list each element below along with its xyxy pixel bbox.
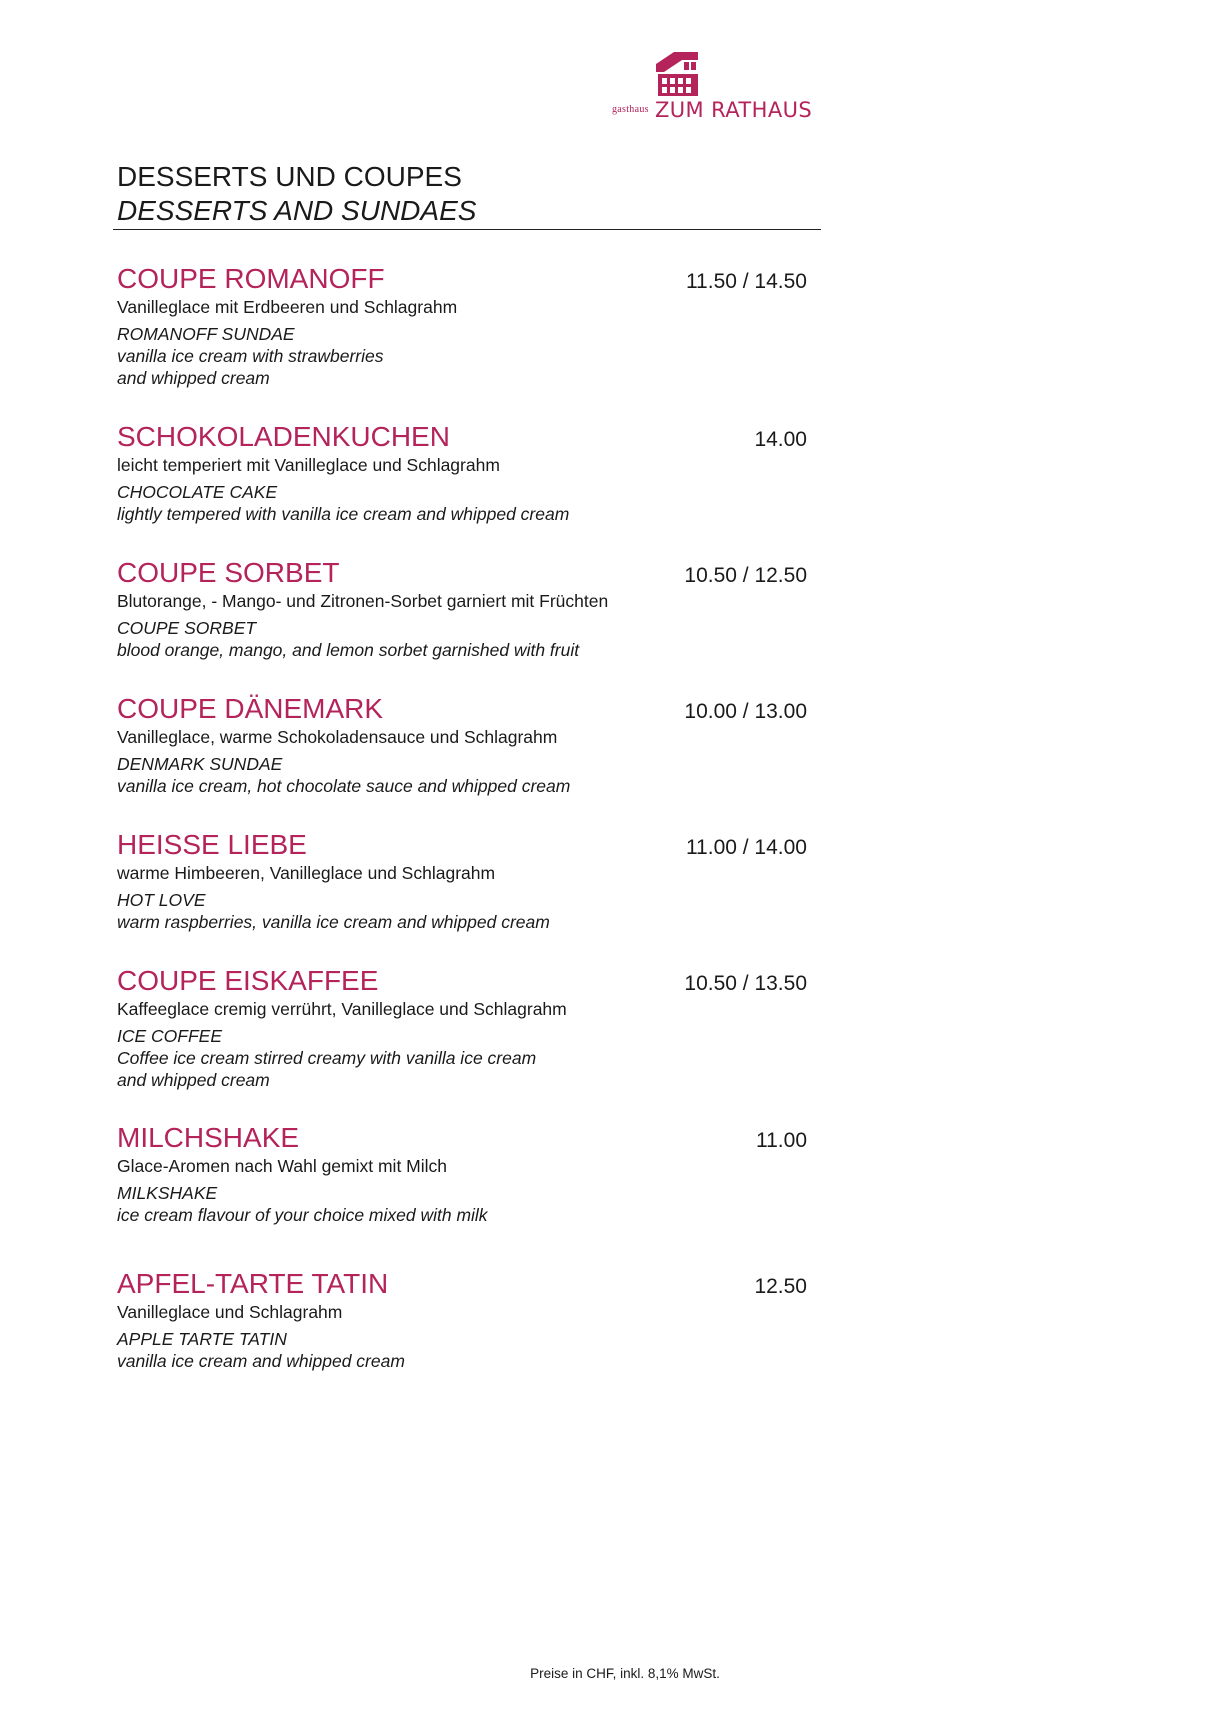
- item-price: 11.50 / 14.50: [685, 270, 807, 293]
- item-description-german: Vanilleglace, warme Schokoladensauce und Schlagrahm: [117, 727, 558, 747]
- item-name-english: ICE COFFEE: [117, 1026, 223, 1046]
- item-description-german: Kaffeeglace cremig verrührt, Vanilleglace und Schlagrahm: [117, 999, 567, 1019]
- item-price: 12.50: [754, 1275, 807, 1298]
- item-description-german: Vanilleglace und Schlagrahm: [117, 1302, 343, 1322]
- item-price: 14.00: [754, 428, 807, 451]
- item-description-german: Blutorange, - Mango- und Zitronen-Sorbet garniert mit Früchten: [117, 591, 609, 611]
- item-name-english: ROMANOFF SUNDAE: [117, 324, 295, 344]
- menu-heading: [117, 160, 476, 228]
- logo: [612, 50, 812, 130]
- item-title: APFEL-TARTE TATIN: [117, 1268, 389, 1299]
- item-name-english: COUPE SORBET: [117, 618, 257, 638]
- item-title: COUPE EISKAFFEE: [117, 965, 379, 996]
- item-description-english: and whipped cream: [117, 368, 270, 388]
- menu-item: [117, 420, 807, 525]
- item-price: 10.50 / 13.50: [684, 972, 807, 995]
- item-description-german: leicht temperiert mit Vanilleglace und Schlagrahm: [117, 455, 500, 475]
- item-title: COUPE ROMANOFF: [117, 263, 385, 294]
- item-description-english: and whipped cream: [117, 1070, 270, 1090]
- item-description-english: lightly tempered with vanilla ice cream and whipped cream: [117, 504, 570, 524]
- logo-small-text: gasthaus: [612, 104, 649, 115]
- item-title: SCHOKOLADENKUCHEN: [117, 421, 450, 452]
- menu-item: [117, 964, 807, 1091]
- item-description-english: vanilla ice cream with strawberries: [117, 346, 384, 366]
- menu-item: [117, 262, 807, 389]
- heading-divider: [113, 229, 821, 230]
- item-price: 10.00 / 13.00: [684, 700, 807, 723]
- item-title: COUPE SORBET: [117, 557, 340, 588]
- item-description-german: Glace-Aromen nach Wahl gemixt mit Milch: [117, 1156, 448, 1176]
- item-price: 10.50 / 12.50: [684, 564, 807, 587]
- item-description-english: blood orange, mango, and lemon sorbet garnished with fruit: [117, 640, 580, 660]
- item-description-english: Coffee ice cream stirred creamy with vanilla ice cream: [117, 1048, 537, 1068]
- menu-item: [117, 1267, 807, 1372]
- item-title: COUPE DÄNEMARK: [117, 693, 384, 724]
- heading-german: DESSERTS UND COUPES: [117, 161, 462, 192]
- item-name-english: APPLE TARTE TATIN: [117, 1329, 287, 1349]
- item-price: 11.00: [756, 1129, 807, 1152]
- menu-item: [117, 692, 807, 797]
- logo-name: ZUM RATHAUS: [655, 98, 813, 122]
- item-name-english: HOT LOVE: [117, 890, 206, 910]
- menu-item: [117, 1121, 807, 1226]
- item-description-english: vanilla ice cream, hot chocolate sauce and whipped cream: [117, 776, 571, 796]
- item-price: 11.00 / 14.00: [685, 836, 807, 859]
- item-description-english: warm raspberries, vanilla ice cream and whipped cream: [117, 912, 550, 932]
- item-name-english: MILKSHAKE: [117, 1183, 218, 1203]
- item-name-english: CHOCOLATE CAKE: [117, 482, 278, 502]
- item-description-german: Vanilleglace mit Erdbeeren und Schlagrahm: [117, 297, 458, 317]
- item-description-german: warme Himbeeren, Vanilleglace und Schlagrahm: [117, 863, 496, 883]
- menu-item: [117, 556, 807, 661]
- building-icon: [654, 50, 702, 96]
- item-title: HEISSE LIEBE: [117, 829, 307, 860]
- item-name-english: DENMARK SUNDAE: [117, 754, 283, 774]
- item-title: MILCHSHAKE: [117, 1122, 300, 1153]
- item-description-english: vanilla ice cream and whipped cream: [117, 1351, 405, 1371]
- menu-item: [117, 828, 807, 933]
- price-note: Preise in CHF, inkl. 8,1% MwSt.: [530, 1666, 720, 1681]
- heading-english: DESSERTS AND SUNDAES: [117, 195, 477, 226]
- item-description-english: ice cream flavour of your choice mixed with milk: [117, 1205, 488, 1225]
